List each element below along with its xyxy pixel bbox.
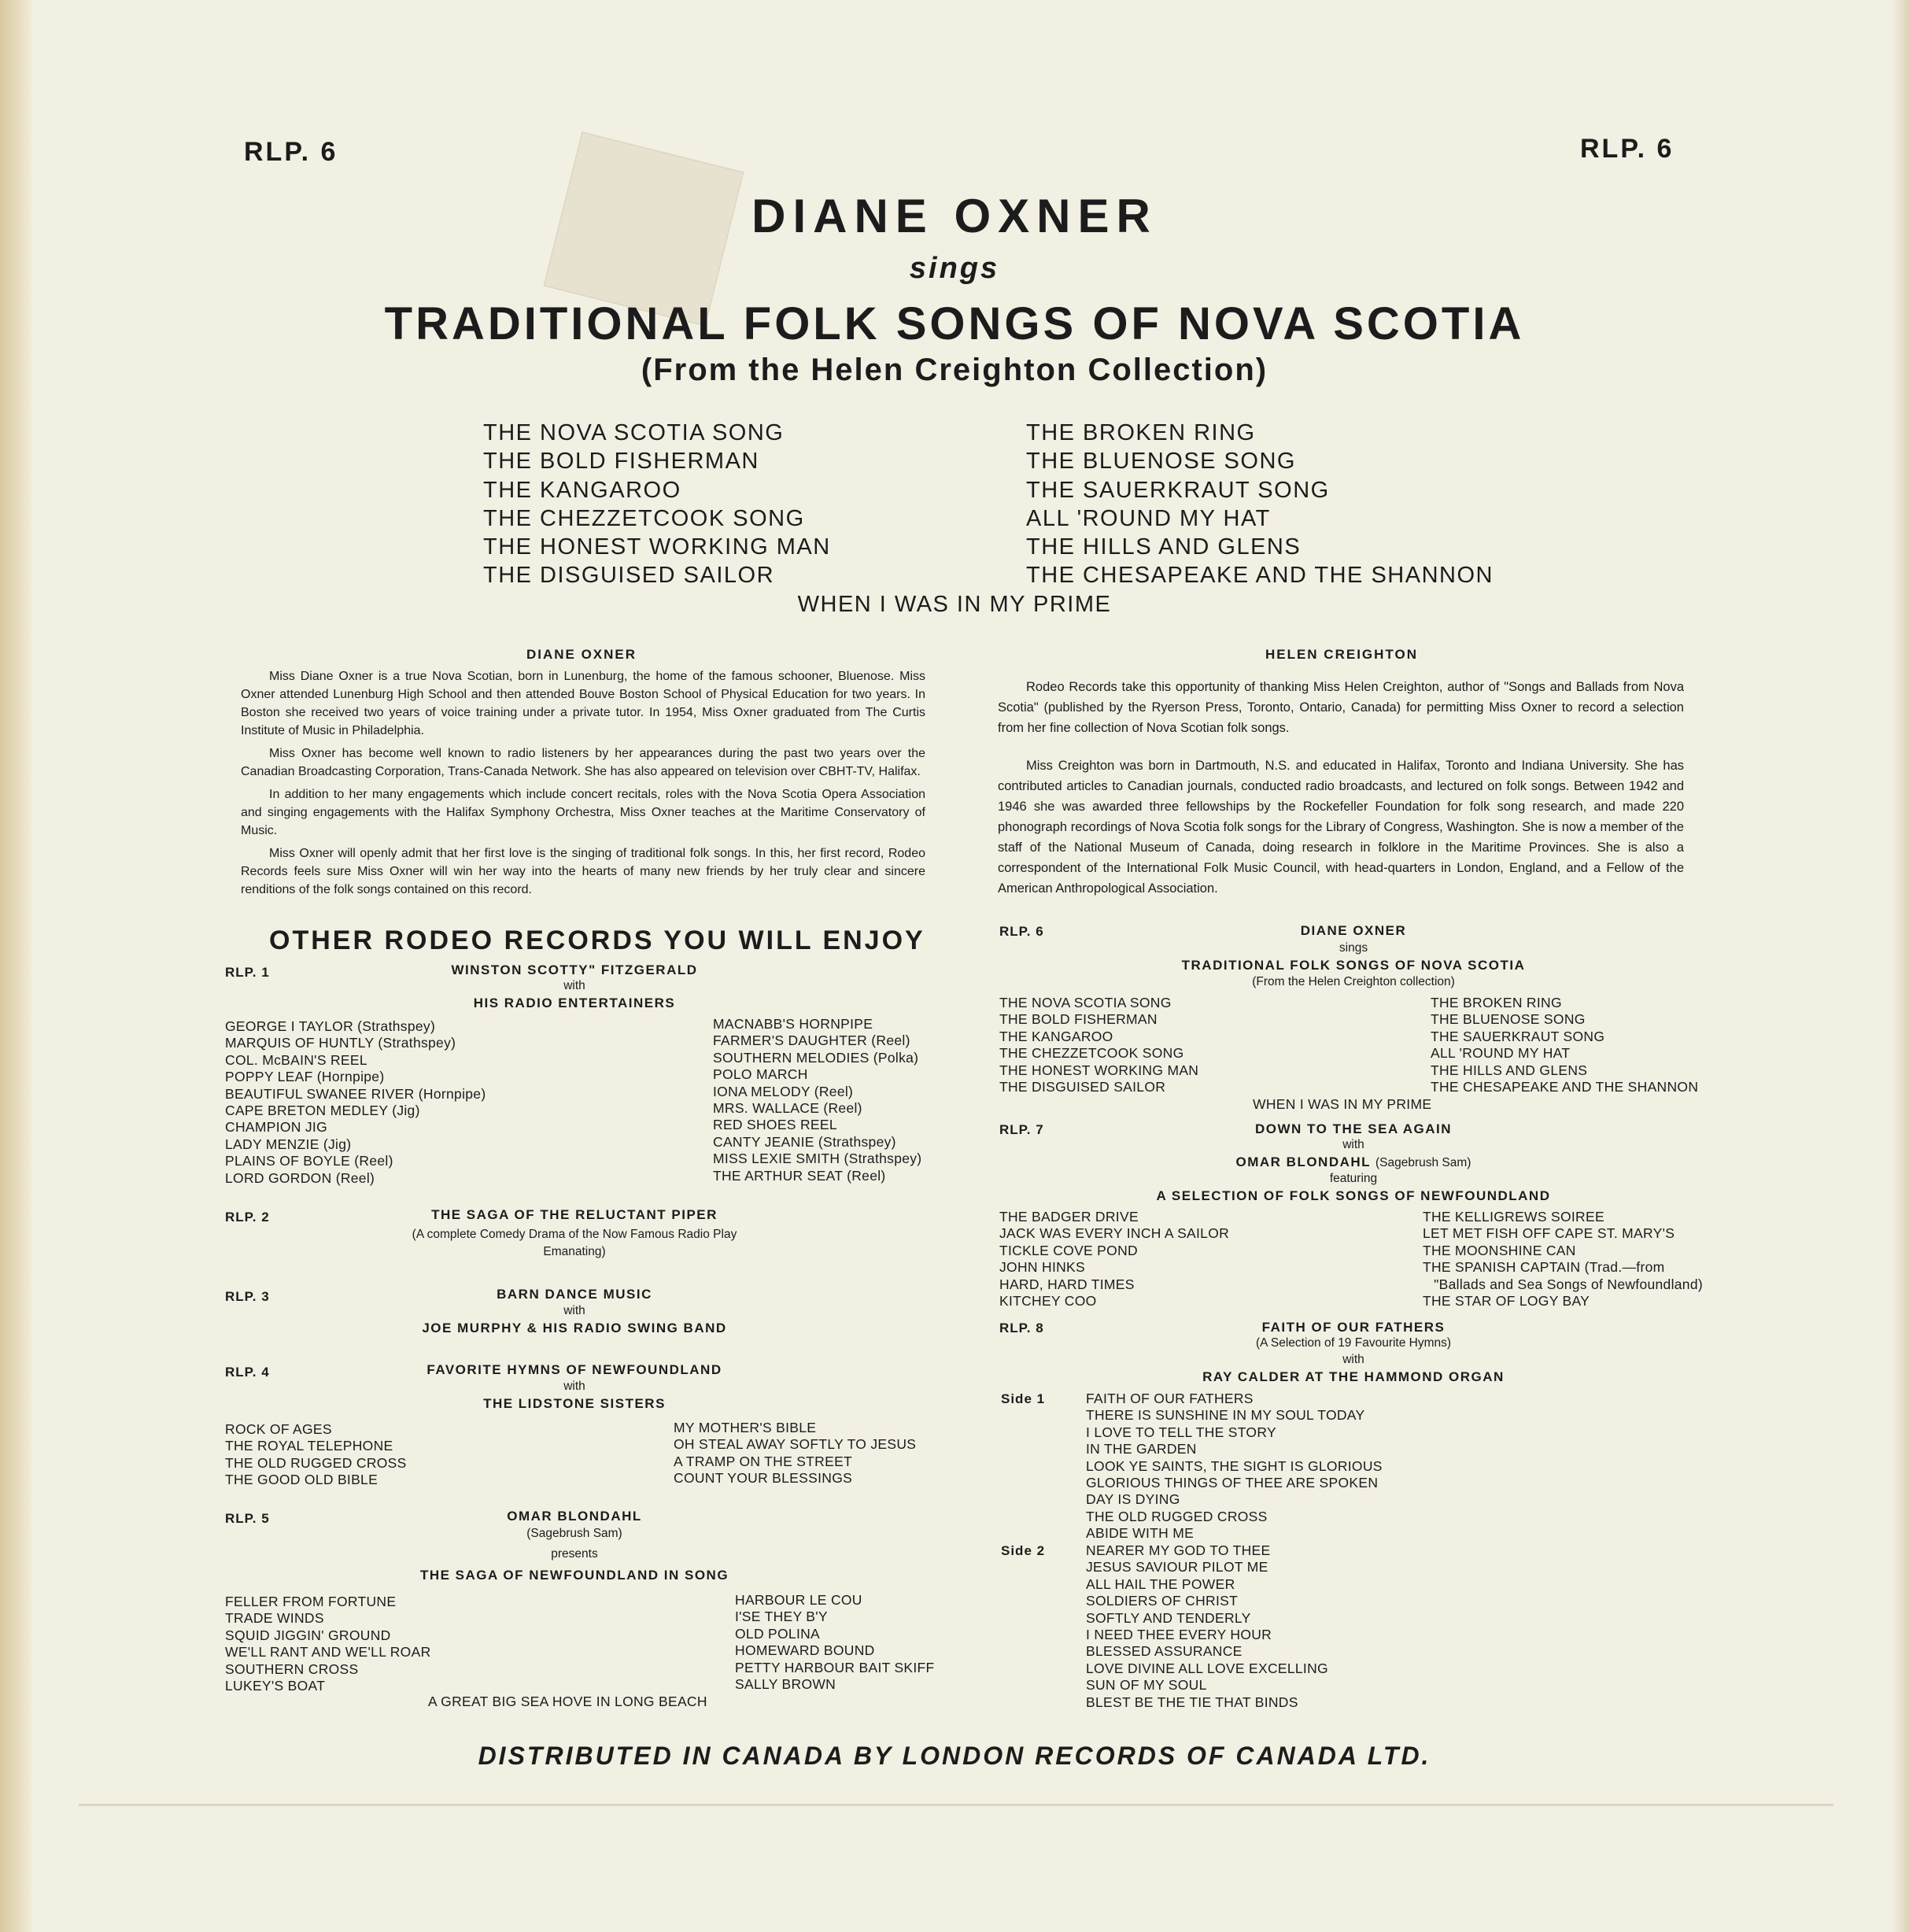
track-item: I LOVE TO TELL THE STORY <box>1086 1424 1276 1440</box>
track-item: MISS LEXIE SMITH (Strathspey) <box>713 1151 922 1167</box>
track-item: THE BROKEN RING <box>1026 420 1256 445</box>
track-item: FARMER'S DAUGHTER (Reel) <box>713 1032 910 1049</box>
track-item: OH STEAL AWAY SOFTLY TO JESUS <box>674 1436 917 1453</box>
track-item: MY MOTHER'S BIBLE <box>674 1420 817 1435</box>
rlp1-group: HIS RADIO ENTERTAINERS <box>473 996 676 1010</box>
rlp4-with: with <box>563 1380 585 1393</box>
rlp7-title: DOWN TO THE SEA AGAIN <box>1255 1121 1452 1136</box>
rlp4-tracks-right <box>674 1420 916 1487</box>
rlp7-artist <box>1086 1154 1621 1170</box>
rlp7-alias: (Sagebrush Sam) <box>1375 1156 1471 1169</box>
track-item: SALLY BROWN <box>735 1676 836 1693</box>
track-item: HARBOUR LE COU <box>735 1592 862 1608</box>
track-item: BLEST BE THE TIE THAT BINDS <box>1086 1694 1298 1710</box>
track-item: POLO MARCH <box>713 1066 808 1083</box>
rlp6-artist: DIANE OXNER <box>1300 923 1407 938</box>
bio-paragraph: Miss Oxner will openly admit that her first love is the singing of traditional folk songs. In this, her first record, Rodeo Records feels sure Miss Oxner will win her way into the hearts of many new friends by her truly clear and sincere renditions of the folk songs contained on this record. <box>241 847 925 896</box>
track-item: THE NOVA SCOTIA SONG <box>483 420 785 445</box>
track-item: THE BLUENOSE SONG <box>1431 1011 1586 1028</box>
track-item: LOOK YE SAINTS, THE SIGHT IS GLORIOUS <box>1086 1457 1383 1474</box>
rlp5-tracks-right <box>735 1592 935 1693</box>
track-item: THE BROKEN RING <box>1431 995 1562 1010</box>
bio-paragraph: Miss Creighton was born in Dartmouth, N.S. and educated in Halifax, Toronto and Indiana University. She has contributed articles to Canadian journals, conducted radio broadcasts, and lectured on folk songs. Between 1942 and 1946 she was awarded three fellowships by the Rockefeller Foundation for folk song research, and made 220 phonograph recordings of Nova Scotia folk songs for the Library of Congress, Washington. She is now a member of the staff of the National Museum of Canada, doing research in folklore in the Maritime Provinces. She is also a correspondent of the International Folk Music Council, with head-quarters in London, England, and a Fellow of the American Anthropological Association. <box>998 759 1684 896</box>
track-item: BEAUTIFUL SWANEE RIVER (Hornpipe) <box>225 1085 486 1102</box>
track-item: LOVE DIVINE ALL LOVE EXCELLING <box>1086 1660 1328 1676</box>
track-item: THE CHESAPEAKE AND THE SHANNON <box>1026 563 1494 589</box>
rlp4-title: FAVORITE HYMNS OF NEWFOUNDLAND <box>426 1362 722 1377</box>
track-item: KITCHEY COO <box>999 1293 1097 1310</box>
track-item: THE SAUERKRAUT SONG <box>1431 1028 1605 1044</box>
catalog-number-right: RLP. 6 <box>1580 134 1675 164</box>
track-item: CHAMPION JIG <box>225 1119 327 1136</box>
rlp1-number: RLP. 1 <box>225 965 270 980</box>
track-item: THE BADGER DRIVE <box>999 1209 1139 1225</box>
other-records-heading: OTHER RODEO RECORDS YOU WILL ENJOY <box>269 925 925 955</box>
track-item: THE DISGUISED SAILOR <box>483 563 775 589</box>
track-item: GEORGE I TAYLOR (Strathspey) <box>225 1018 436 1034</box>
track-item: PLAINS OF BOYLE (Reel) <box>225 1153 393 1169</box>
track-item: JESUS SAVIOUR PILOT ME <box>1086 1559 1268 1576</box>
track-item: ALL 'ROUND MY HAT <box>1026 505 1271 531</box>
track-item: THE OLD RUGGED CROSS <box>1086 1508 1268 1524</box>
rlp6-tracks-left <box>999 995 1198 1095</box>
rlp8-side1-tracks <box>1086 1391 1383 1542</box>
bio-paragraph: Rodeo Records take this opportunity of thanking Miss Helen Creighton, author of "Songs and Ballads from Nova Scotia" (published by the Ryerson Press, Toronto, Ontario, Canada) for permitting Miss Oxner to record a selection from her fine collection of Nova Scotian folk songs. <box>998 680 1684 735</box>
rlp4-number: RLP. 4 <box>225 1365 270 1380</box>
track-item: THE SAUERKRAUT SONG <box>1026 477 1330 503</box>
rlp3-title: BARN DANCE MUSIC <box>497 1287 652 1302</box>
rlp2-note: (A complete Comedy Drama of the Now Famous Radio Play <box>412 1228 737 1241</box>
track-item-last: A GREAT BIG SEA HOVE IN LONG BEACH <box>428 1694 707 1709</box>
track-item: NEARER MY GOD TO THEE <box>1086 1542 1271 1558</box>
track-item: SOUTHERN CROSS <box>225 1660 359 1677</box>
rlp5-number: RLP. 5 <box>225 1511 270 1526</box>
track-item: FELLER FROM FORTUNE <box>225 1594 397 1609</box>
track-item: JOHN HINKS <box>999 1259 1085 1276</box>
track-item: THE BOLD FISHERMAN <box>999 1011 1158 1028</box>
rlp4-tracks-left <box>225 1421 407 1489</box>
track-item: MARQUIS OF HUNTLY (Strathspey) <box>225 1035 456 1051</box>
track-item: THE STAR OF LOGY BAY <box>1423 1293 1590 1310</box>
track-item: FAITH OF OUR FATHERS <box>1086 1391 1254 1406</box>
rlp8-with: with <box>1342 1353 1364 1366</box>
bio-paragraph: Miss Diane Oxner is a true Nova Scotian, born in Lunenburg, the home of the famous schooner, Bluenose. Miss Oxner attended Lunenburg High School and then attended Bouve Boston School of Physical Education for two years. In Boston she received two years of voice training under a private tutor. In 1954, Miss Oxner graduated from The Curtis Institute of Music in Philadelphia. <box>241 670 925 737</box>
track-item: BLESSED ASSURANCE <box>1086 1643 1243 1660</box>
rlp8-title: FAITH OF OUR FATHERS <box>1261 1320 1446 1335</box>
track-item: THE HILLS AND GLENS <box>1026 534 1302 560</box>
rlp1-tracks-right <box>713 1016 921 1184</box>
track-item: THE NOVA SCOTIA SONG <box>999 995 1172 1010</box>
sings-label: sings <box>909 252 1000 285</box>
track-item: MACNABB'S HORNPIPE <box>713 1016 873 1032</box>
bio-oxner-heading: DIANE OXNER <box>526 647 637 662</box>
rlp7-tracks-left <box>999 1209 1229 1310</box>
rlp8-note: (A Selection of 19 Favourite Hymns) <box>1255 1336 1452 1350</box>
rlp7-featuring: featuring <box>1329 1172 1378 1185</box>
track-item: LUKEY'S BOAT <box>225 1678 326 1694</box>
track-item: THE DISGUISED SAILOR <box>999 1079 1166 1095</box>
track-item: THE HONEST WORKING MAN <box>999 1062 1199 1078</box>
track-item: THE HILLS AND GLENS <box>1431 1062 1588 1078</box>
track-item: MRS. WALLACE (Reel) <box>713 1100 862 1117</box>
rlp6-tracks-right <box>1431 995 1698 1095</box>
track-item-last: WHEN I WAS IN MY PRIME <box>797 592 1112 617</box>
rlp8-side2-tracks <box>1086 1542 1328 1711</box>
rlp1-tracks-left <box>225 1018 486 1187</box>
track-item: THE GOOD OLD BIBLE <box>225 1472 378 1488</box>
tracklist-left <box>483 419 831 590</box>
rlp5-presents: presents <box>551 1547 598 1561</box>
track-item: THE ROYAL TELEPHONE <box>225 1438 393 1454</box>
collection-subtitle: (From the Helen Creighton Collection) <box>641 353 1268 387</box>
rlp7-artist-name: OMAR BLONDAHL <box>1235 1154 1371 1169</box>
track-item: DAY IS DYING <box>1086 1491 1180 1508</box>
rlp8-side1-label: Side 1 <box>1001 1391 1046 1406</box>
bio-creighton-heading: HELEN CREIGHTON <box>1265 647 1419 662</box>
track-item: LADY MENZIE (Jig) <box>225 1136 352 1152</box>
bio-paragraph: Miss Oxner has become well known to radio listeners by her appearances during the past two years over the Canadian Broadcasting Corporation, Trans-Canada Network. She has also appeared on television over CBHT-TV, Halifax. <box>241 747 925 778</box>
track-item: I'SE THEY B'Y <box>735 1609 828 1625</box>
rlp2-number: RLP. 2 <box>225 1210 270 1225</box>
track-item: SUN OF MY SOUL <box>1086 1677 1207 1694</box>
tracklist-right <box>1026 419 1494 590</box>
track-item-last: WHEN I WAS IN MY PRIME <box>1253 1096 1432 1112</box>
track-item: THE BLUENOSE SONG <box>1026 449 1296 475</box>
track-item: RED SHOES REEL <box>713 1117 837 1133</box>
rlp5-tracks-left <box>225 1594 431 1694</box>
rlp3-group: JOE MURPHY & HIS RADIO SWING BAND <box>422 1321 727 1335</box>
rlp5-alias: (Sagebrush Sam) <box>526 1527 622 1540</box>
rlp5-title: THE SAGA OF NEWFOUNDLAND IN SONG <box>419 1568 729 1583</box>
rlp3-number: RLP. 3 <box>225 1289 270 1304</box>
track-item: THE CHESAPEAKE AND THE SHANNON <box>1431 1079 1699 1095</box>
track-item: LORD GORDON (Reel) <box>225 1169 375 1186</box>
track-item: PETTY HARBOUR BAIT SKIFF <box>735 1659 935 1675</box>
track-item: THE MOONSHINE CAN <box>1423 1242 1576 1258</box>
rlp8-side2-label: Side 2 <box>1001 1543 1046 1558</box>
rlp7-with: with <box>1342 1138 1364 1151</box>
rlp2-note-cont: Emanating) <box>543 1245 606 1258</box>
album-title: TRADITIONAL FOLK SONGS OF NOVA SCOTIA <box>384 298 1525 349</box>
track-item: HOMEWARD BOUND <box>735 1642 875 1659</box>
track-item: A TRAMP ON THE STREET <box>674 1453 853 1469</box>
track-item: ABIDE WITH ME <box>1086 1525 1195 1542</box>
rlp8-artist: RAY CALDER AT THE HAMMOND ORGAN <box>1202 1369 1505 1384</box>
track-item: THE ARTHUR SEAT (Reel) <box>713 1167 886 1184</box>
rlp7-number: RLP. 7 <box>999 1122 1044 1137</box>
rlp4-group: THE LIDSTONE SISTERS <box>483 1396 666 1411</box>
rlp1-with: with <box>563 979 585 992</box>
track-item: ALL 'ROUND MY HAT <box>1431 1045 1571 1062</box>
track-item: IONA MELODY (Reel) <box>713 1083 854 1099</box>
track-item: POPPY LEAF (Hornpipe) <box>225 1069 385 1085</box>
track-item: JACK WAS EVERY INCH A SAILOR <box>999 1225 1230 1242</box>
track-item: THE KANGAROO <box>483 477 681 503</box>
rlp6-number: RLP. 6 <box>999 924 1044 939</box>
track-item: HARD, HARD TIMES <box>999 1276 1135 1292</box>
track-item: IN THE GARDEN <box>1086 1441 1197 1457</box>
track-item: SOLDIERS OF CHRIST <box>1086 1593 1239 1609</box>
track-item: COL. McBAIN'S REEL <box>225 1051 367 1068</box>
track-item: I NEED THEE EVERY HOUR <box>1086 1627 1272 1643</box>
track-item: "Ballads and Sea Songs of Newfoundland) <box>1434 1276 1703 1292</box>
rlp6-collection: (From the Helen Creighton collection) <box>1252 975 1455 988</box>
bio-oxner-text <box>241 667 925 903</box>
rlp3-with: with <box>563 1304 585 1317</box>
track-item: ROCK OF AGES <box>225 1421 332 1437</box>
track-item: TICKLE COVE POND <box>999 1242 1138 1258</box>
track-item: THE KANGAROO <box>999 1028 1113 1044</box>
bio-creighton-text <box>998 677 1684 916</box>
track-item: TRADE WINDS <box>225 1610 324 1627</box>
track-item: THE OLD RUGGED CROSS <box>225 1454 407 1471</box>
track-item: GLORIOUS THINGS OF THEE ARE SPOKEN <box>1086 1475 1379 1491</box>
track-item: SOUTHERN MELODIES (Polka) <box>713 1049 919 1066</box>
track-item: THE SPANISH CAPTAIN (Trad.—from <box>1423 1259 1665 1276</box>
track-item: OLD POLINA <box>735 1625 821 1642</box>
bio-paragraph: In addition to her many engagements which include concert recitals, roles with the Nova Scotia Opera Association and singing engagements with the Halifax Symphony Orchestra, Miss Oxner teaches at the Maritime Conservatory of Music. <box>241 788 925 837</box>
rlp7-tracks-right <box>1423 1209 1703 1310</box>
rlp6-sings: sings <box>1339 941 1368 955</box>
track-item: ALL HAIL THE POWER <box>1086 1576 1235 1592</box>
track-item: THE CHEZZETCOOK SONG <box>999 1045 1184 1062</box>
track-item: LET MET FISH OFF CAPE ST. MARY'S <box>1423 1225 1675 1242</box>
rlp6-title: TRADITIONAL FOLK SONGS OF NOVA SCOTIA <box>1181 958 1526 973</box>
rlp8-number: RLP. 8 <box>999 1321 1044 1335</box>
track-item: SQUID JIGGIN' GROUND <box>225 1627 391 1643</box>
rlp1-artist: WINSTON SCOTTY" FITZGERALD <box>451 962 698 977</box>
track-item: THE KELLIGREWS SOIREE <box>1423 1209 1604 1225</box>
track-item: COUNT YOUR BLESSINGS <box>674 1470 853 1487</box>
track-item: WE'LL RANT AND WE'LL ROAR <box>225 1644 431 1660</box>
track-item: SOFTLY AND TENDERLY <box>1086 1609 1251 1626</box>
track-item: CANTY JEANIE (Strathspey) <box>713 1133 896 1150</box>
track-item: THE CHEZZETCOOK SONG <box>483 505 805 531</box>
track-item: THE HONEST WORKING MAN <box>483 534 831 560</box>
track-item: CAPE BRETON MEDLEY (Jig) <box>225 1103 420 1119</box>
rlp2-title: THE SAGA OF THE RELUCTANT PIPER <box>431 1207 718 1222</box>
artist-title: DIANE OXNER <box>751 190 1158 242</box>
track-item: THE BOLD FISHERMAN <box>483 449 759 475</box>
distribution-footer: DISTRIBUTED IN CANADA BY LONDON RECORDS OF CANADA LTD. <box>478 1742 1431 1770</box>
catalog-number-left: RLP. 6 <box>244 137 338 167</box>
rlp7-subtitle: A SELECTION OF FOLK SONGS OF NEWFOUNDLAND <box>1156 1188 1551 1203</box>
rlp5-artist: OMAR BLONDAHL <box>507 1509 642 1524</box>
track-item: THERE IS SUNSHINE IN MY SOUL TODAY <box>1086 1407 1365 1424</box>
